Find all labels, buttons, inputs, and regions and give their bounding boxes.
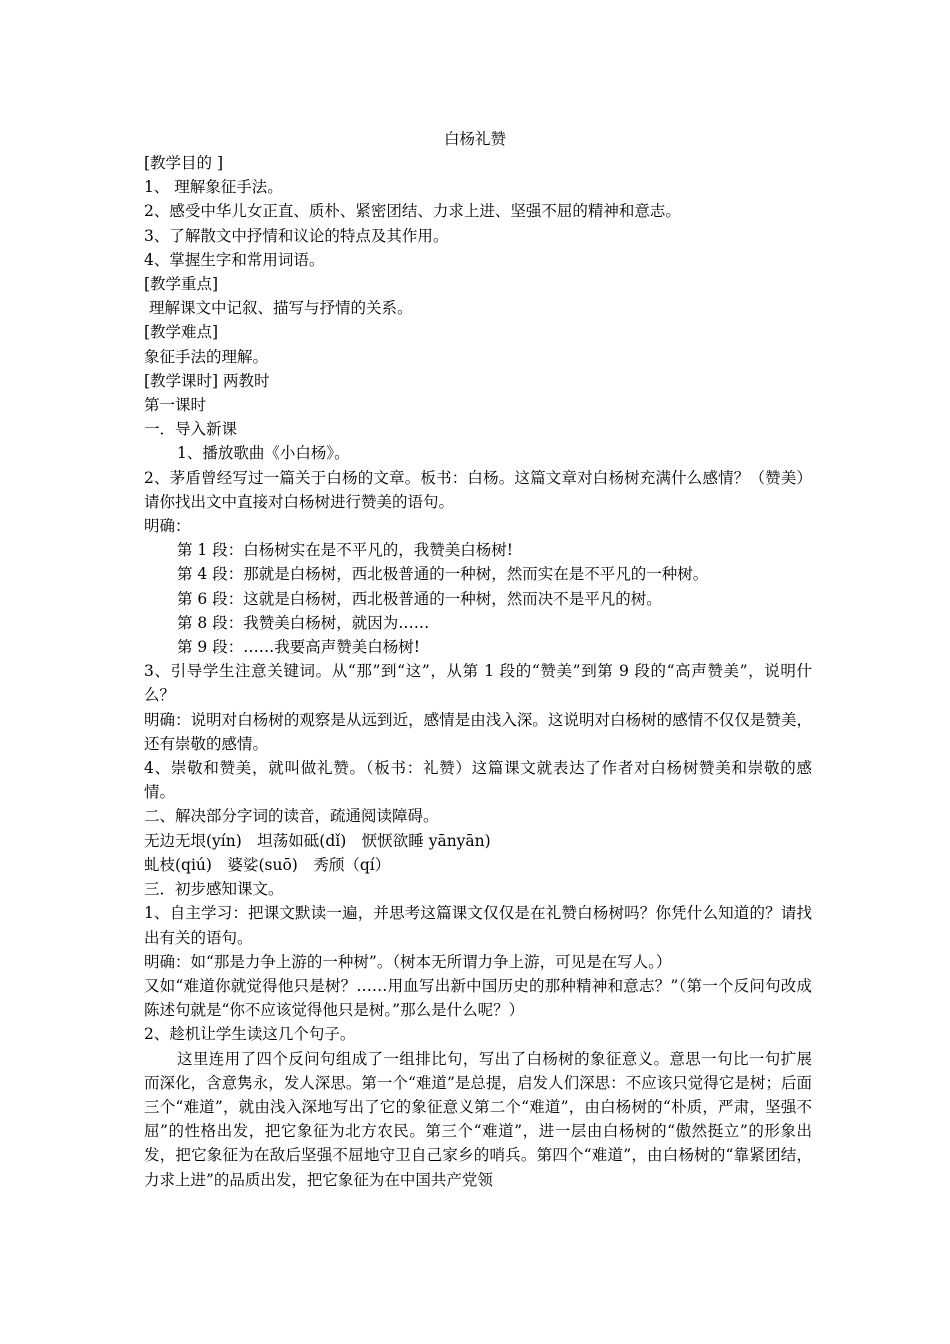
paragraph: 3、引导学生注意关键词。从“那”到“这”，从第 1 段的“赞美”到第 9 段的“高声赞美”，说明什么？: [144, 662, 812, 705]
paragraph-line: 第 1 段：白杨树实在是不平凡的，我赞美白杨树!: [177, 541, 513, 560]
paragraph-line: 第 8 段：我赞美白杨树，就因为……: [177, 613, 430, 632]
paragraph-line: 理解课文中记叙、描写与抒情的关系。: [149, 299, 413, 318]
paragraph: 明确：说明对白杨树的观察是从远到近，感情是由浅入深。这说明对白杨树的感情不仅仅是赞美，还有崇敬的感情。: [144, 710, 812, 753]
paragraph: 4、崇敬和赞美，就叫做礼赞。（板书：礼赞）这篇课文就表达了作者对白杨树赞美和崇敬的感情。: [144, 759, 812, 802]
document-title: 白杨礼赞: [443, 130, 506, 148]
paragraph: 1、自主学习：把课文默读一遍，并思考这篇课文仅仅是在礼赞白杨树吗？你凭什么知道的？请找出有关的语句。: [144, 904, 812, 947]
paragraph-line: 三．初步感知课文。: [144, 880, 284, 899]
paragraph-line: 虬枝(qiú) 婆娑(suō) 秀颀（qí）: [144, 855, 391, 874]
section-heading: [教学目的 ]: [144, 154, 224, 172]
paragraph-line: 第 4 段：那就是白杨树，西北极普通的一种树，然而实在是不平凡的一种树。: [177, 565, 709, 584]
paragraph-line: 4、掌握生字和常用词语。: [144, 250, 325, 269]
document-body: [144, 151, 812, 1192]
section-heading: [教学重点]: [144, 275, 219, 294]
paragraph-line: 2、趁机让学生读这几个句子。: [144, 1025, 356, 1044]
paragraph-line: 二、解决部分字词的读音，疏通阅读障碍。: [144, 807, 439, 826]
paragraph-line: 3、了解散文中抒情和议论的特点及其作用。: [144, 226, 449, 245]
paragraph-line: 象征手法的理解。: [144, 347, 269, 366]
paragraph-line: 2、感受中华儿女正直、质朴、紧密团结、力求上进、坚强不屈的精神和意志。: [144, 202, 681, 221]
paragraph-line: 无边无垠(yín) 坦荡如砥(dǐ) 恹恹欲睡 yānyān): [144, 831, 491, 850]
paragraph-line: 1、 理解象征手法。: [144, 178, 283, 197]
paragraph: 这里连用了四个反问句组成了一组排比句，写出了白杨树的象征意义。意思一句比一句扩展而深化，含意隽永，发人深思。第一个“难道”是总提，启发人们深思：不应该只觉得它是树；后面三个“难道”，就由浅入深地写出了它的象征意义第二个“难道”，由白杨树的“朴质，严肃，坚强不屈”的性格出发，把它象征为北方农民。第三个“难道”，进一层由白杨树的“傲然挺立”的形象出发，把它象征为在敌后坚强不屈地守卫自己家乡的哨兵。第四个“难道”，由白杨树的“靠紧团结，力求上进”的品质出发，把它象征为在中国共产党领: [144, 1049, 812, 1189]
section-heading: [教学课时] 两教时: [144, 371, 270, 390]
paragraph-line: 一．导入新课: [144, 420, 238, 439]
paragraph-line: 第 9 段：……我要高声赞美白杨树!: [177, 638, 420, 657]
paragraph-line: 明确：如“那是力争上游的一种树”。（树本无所谓力争上游，可见是在写人。）: [144, 952, 672, 971]
paragraph-line: 明确：: [144, 517, 191, 536]
section-heading: [教学难点]: [144, 323, 219, 342]
paragraph: 又如“难道你就觉得他只是树？……用血写出新中国历史的那种精神和意志？”（第一个反问句改成陈述句就是“你不应该觉得他只是树。”那么是什么呢？）: [144, 976, 812, 1020]
paragraph-line: 1、播放歌曲《小白杨》。: [177, 444, 350, 463]
paragraph: 2、茅盾曾经写过一篇关于白杨的文章。板书：白杨。这篇文章对白杨树充满什么感情？（赞美）请你找出文中直接对白杨树进行赞美的语句。: [144, 468, 812, 511]
paragraph-line: 第一课时: [144, 396, 207, 415]
paragraph-line: 第 6 段：这就是白杨树，西北极普通的一种树，然而决不是平凡的树。: [177, 589, 662, 608]
